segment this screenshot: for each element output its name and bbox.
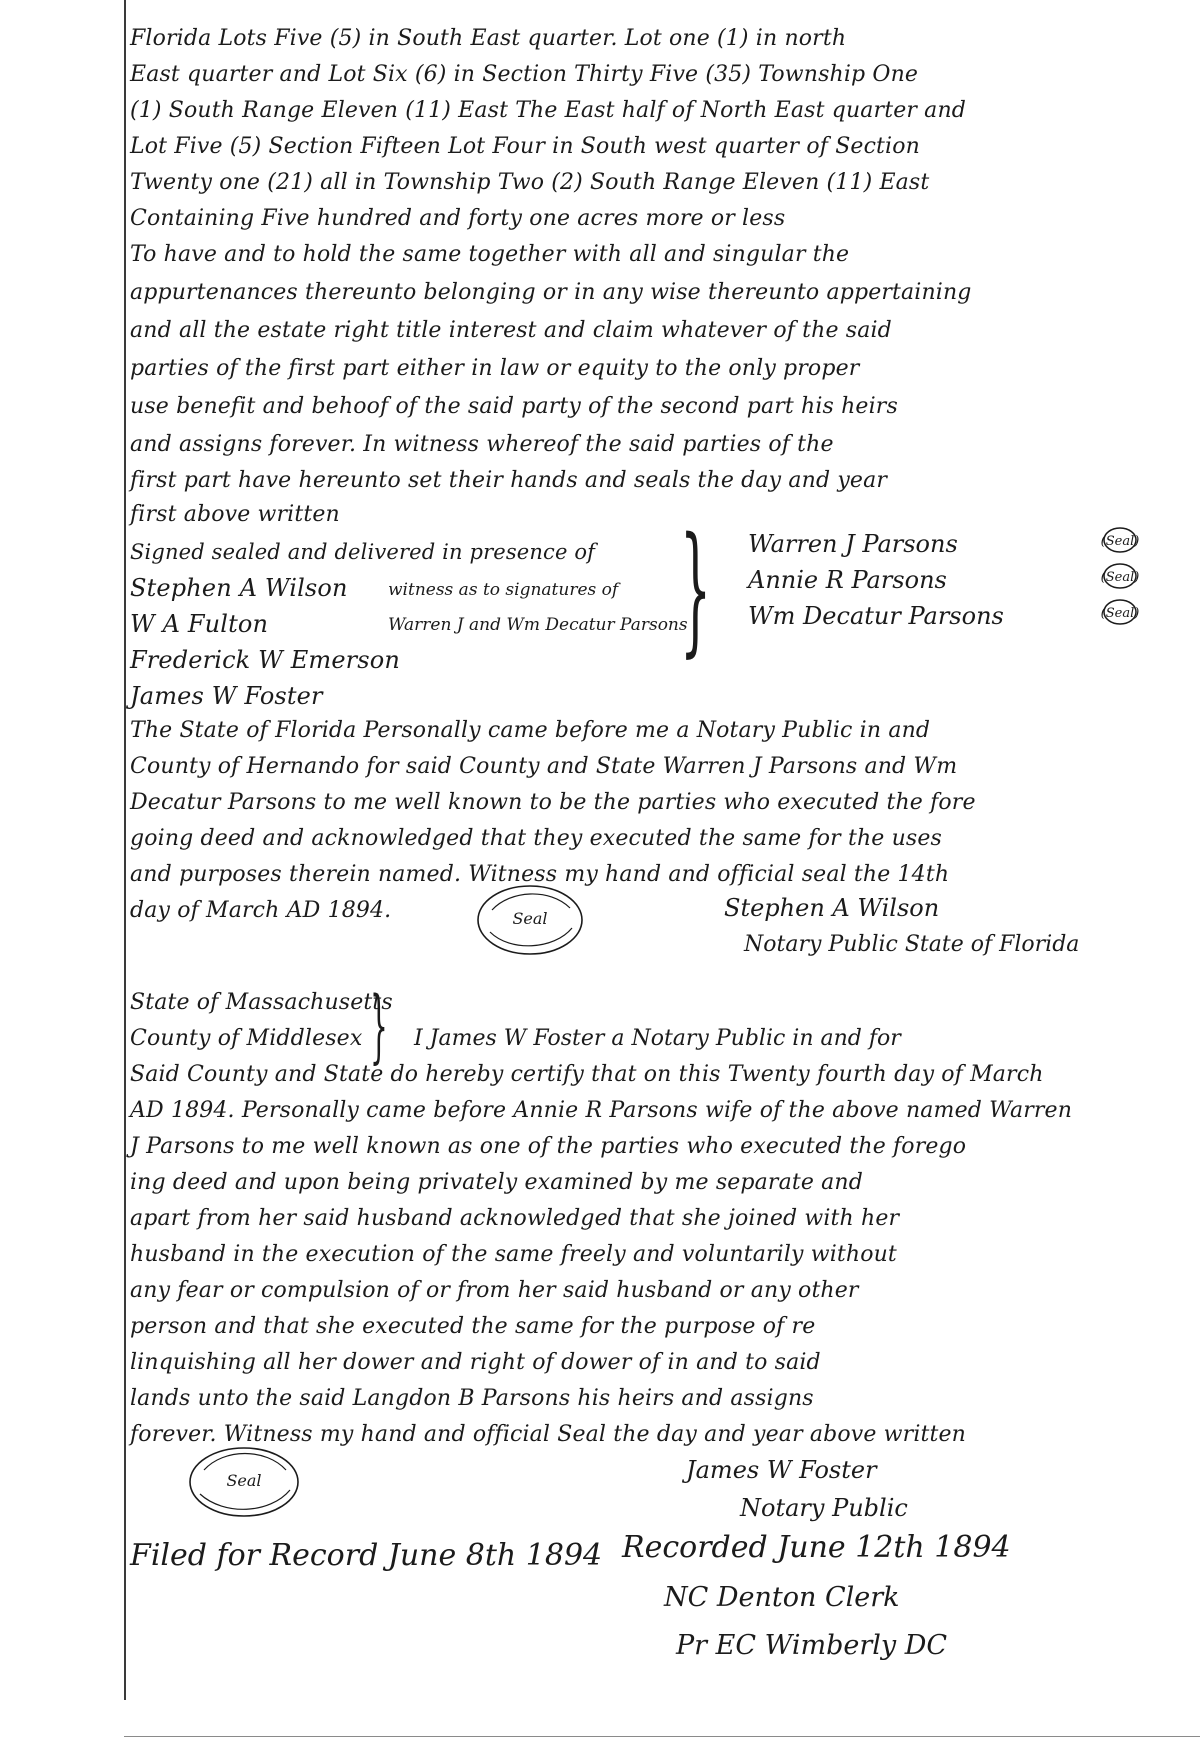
mass-ack-line-12: forever. Witness my hand and official Seal the day and year above written [130,1422,966,1447]
recorded-date: Recorded June 12th 1894 [622,1530,1011,1565]
witness-note-names: Warren J and Wm Decatur Parsons [388,615,688,635]
mass-ack-line-4: J Parsons to me well known as one of the parties who executed the forego [130,1134,967,1159]
florida-ack-line-5: and purposes therein named. Witness my hand and official seal the 14th [130,862,950,887]
witness-stephen-wilson: Stephen A Wilson [130,574,348,602]
body-line-13: first part have hereunto set their hands and seals the day and year [130,468,888,493]
signed-sealed-line: Signed sealed and delivered in presence of [130,540,596,564]
mass-ack-line-6: apart from her said husband acknowledged that she joined with her [130,1206,900,1231]
florida-ack-line-3: Decatur Parsons to me well known to be the parties who executed the fore [130,790,976,815]
body-line-1: Florida Lots Five (5) in South East quarter. Lot one (1) in north [130,26,847,51]
signature-annie-parsons: Annie R Parsons [748,566,947,594]
filed-for-record: Filed for Record June 8th 1894 [130,1538,603,1573]
body-line-14: first above written [130,502,340,527]
body-line-5: Twenty one (21) all in Township Two (2) South Range Eleven (11) East [130,170,930,195]
body-line-6: Containing Five hundred and forty one acres more or less [130,206,786,231]
mass-ack-state-header: State of Massachusetts [130,990,393,1015]
witness-note-signatures: witness as to signatures of [388,580,619,600]
mass-ack-line-2: Said County and State do hereby certify that on this Twenty fourth day of March [130,1062,1044,1087]
body-line-7: To have and to hold the same together with all and singular the [130,242,850,267]
florida-notary-seal-icon [470,880,590,960]
body-line-9: and all the estate right title interest and claim whatever of the said [130,318,892,343]
witness-wa-fulton: W A Fulton [130,610,269,638]
seal-mark-3-text: (Seal) [1100,606,1140,621]
mass-ack-line-5: ing deed and upon being privately examined by me separate and [130,1170,863,1195]
massachusetts-seal-text: Seal [226,1471,262,1490]
seal-mark-2-icon [1100,560,1140,592]
signature-wm-decatur-parsons: Wm Decatur Parsons [748,602,1004,630]
massachusetts-notary-title: Notary Public [740,1494,908,1522]
mass-ack-line-3: AD 1894. Personally came before Annie R Parsons wife of the above named Warren [130,1098,1073,1123]
florida-ack-line-4: going deed and acknowledged that they executed the same for the uses [130,826,942,851]
florida-notary-name: Stephen A Wilson [724,894,940,922]
mass-ack-line-1: I James W Foster a Notary Public in and for [414,1026,901,1051]
mass-ack-line-10: linquishing all her dower and right of dower of in and to said [130,1350,821,1375]
florida-ack-line-6: day of March AD 1894. [130,898,392,923]
seal-mark-3-icon [1100,596,1140,628]
body-line-11: use benefit and behoof of the said party of the second part his heirs [130,394,898,419]
deputy-clerk-signature: Pr EC Wimberly DC [676,1630,948,1661]
florida-seal-text: Seal [512,909,548,928]
seal-mark-1-text: (Seal) [1100,534,1140,549]
body-line-10: parties of the first part either in law or equity to the only proper [130,356,860,381]
seal-mark-1-icon [1100,524,1140,556]
body-line-2: East quarter and Lot Six (6) in Section Thirty Five (35) Township One [130,62,919,87]
clerk-signature: NC Denton Clerk [664,1582,900,1613]
left-margin-rule [124,0,126,1700]
florida-ack-line-2: County of Hernando for said County and State Warren J Parsons and Wm [130,754,958,779]
body-line-4: Lot Five (5) Section Fifteen Lot Four in South west quarter of Section [130,134,920,159]
florida-ack-line-1: The State of Florida Personally came before me a Notary Public in and [130,718,931,743]
mass-ack-line-7: husband in the execution of the same freely and voluntarily without [130,1242,897,1267]
mass-ack-line-11: lands unto the said Langdon B Parsons his heirs and assigns [130,1386,814,1411]
mass-ack-line-8: any fear or compulsion of or from her said husband or any other [130,1278,859,1303]
seal-mark-2-text: (Seal) [1100,570,1140,585]
witness-frederick-emerson: Frederick W Emerson [130,646,400,674]
body-line-12: and assigns forever. In witness whereof the said parties of the [130,432,834,457]
witness-brace: } [680,508,712,671]
signature-warren-parsons: Warren J Parsons [748,530,958,558]
florida-notary-title: Notary Public State of Florida [744,932,1080,957]
massachusetts-notary-seal-icon [180,1440,310,1524]
bottom-edge-rule [124,1736,1200,1737]
witness-james-foster: James W Foster [130,682,323,710]
body-line-8: appurtenances thereunto belonging or in any wise thereunto appertaining [130,280,972,305]
mass-ack-county-header: County of Middlesex [130,1026,363,1051]
mass-ack-brace: } [370,979,388,1072]
mass-ack-line-9: person and that she executed the same for the purpose of re [130,1314,816,1339]
massachusetts-notary-name: James W Foster [686,1456,877,1484]
body-line-3: (1) South Range Eleven (11) East The East half of North East quarter and [130,98,967,123]
